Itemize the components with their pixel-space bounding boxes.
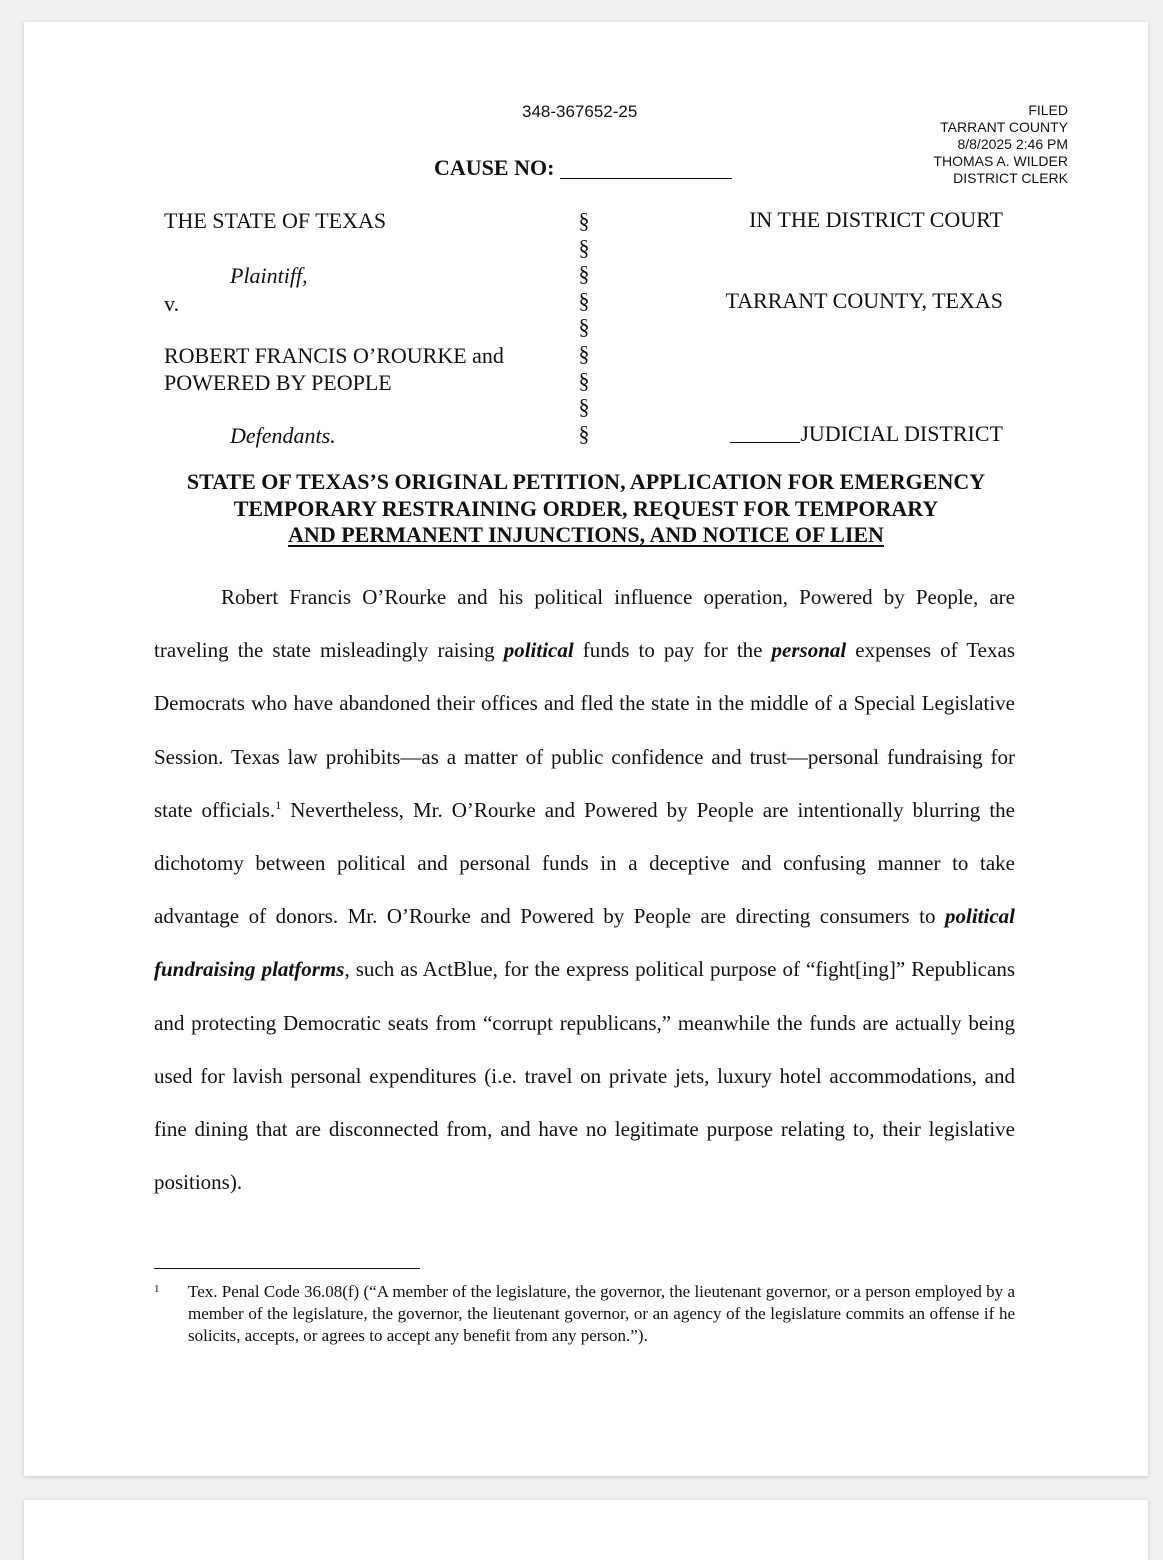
filed-stamp-line: FILED bbox=[1028, 102, 1068, 118]
footnote-text: Tex. Penal Code 36.08(f) (“A member of the legislature, the governor, the lieutenant governor, or a person employed by a member of the legislature, the governor, the lieutenant governor, or an agency of the legislature commits an offense if he solicits, accepts, or agrees to accept any benefit from any person.”). bbox=[188, 1282, 1015, 1345]
section-symbol: § bbox=[578, 208, 590, 233]
filed-stamp-line: DISTRICT CLERK bbox=[953, 170, 1068, 186]
emphasis-platforms: political fundraising platforms bbox=[154, 904, 1015, 982]
footnote-reference[interactable]: 1 bbox=[275, 797, 282, 812]
section-symbol: § bbox=[578, 420, 590, 446]
case-number: 348-367652-25 bbox=[522, 102, 638, 121]
section-symbol: § bbox=[578, 340, 590, 366]
versus-label: v. bbox=[164, 291, 180, 316]
body-text: Robert Francis O’Rourke and his political influence operation, Powered by People, are traveling the state misleadingly raising bbox=[154, 585, 1015, 663]
filed-stamp-line: THOMAS A. WILDER bbox=[933, 153, 1068, 169]
document-title-line2: TEMPORARY RESTRAINING ORDER, REQUEST FOR TEMPORARY bbox=[233, 495, 939, 521]
next-page-preview bbox=[24, 1500, 1148, 1560]
court-county: TARRANT COUNTY, TEXAS bbox=[725, 288, 1003, 313]
document-title-line3: AND PERMANENT INJUNCTIONS, AND NOTICE OF LIEN bbox=[288, 522, 884, 547]
cause-number-label: CAUSE NO: bbox=[434, 155, 555, 180]
section-symbol: § bbox=[578, 314, 590, 340]
body-paragraph bbox=[154, 571, 1015, 1209]
document-title bbox=[24, 469, 1148, 549]
body-text: expenses of Texas Democrats who have abandoned their offices and fled the state in the middle of a Special Legislative Session. Texas law prohibits—as a matter of public confidence and trust—personal fundraising for state officials. bbox=[154, 638, 1015, 822]
body-text: Nevertheless, Mr. O’Rourke and Powered by People are intentionally blurring the dichotomy between political and personal funds in a deceptive and confusing manner to take advantage of donors. Mr. O’Rourke and Powered by People are directing consumers to bbox=[154, 797, 1015, 929]
footnote-divider bbox=[154, 1268, 420, 1269]
judicial-district-field bbox=[730, 421, 1003, 447]
section-symbol: § bbox=[578, 287, 590, 313]
filed-stamp-line: 8/8/2025 2:46 PM bbox=[957, 136, 1068, 152]
defendant-name-line1: ROBERT FRANCIS O’ROURKE and bbox=[164, 343, 504, 368]
document-title-line1: STATE OF TEXAS’S ORIGINAL PETITION, APPLICATION FOR EMERGENCY bbox=[186, 469, 986, 494]
defendant-role: Defendants. bbox=[230, 423, 336, 448]
body-text: , such as ActBlue, for the express political purpose of “fight[ing]” Republicans and protecting Democratic seats from “corrupt republicans,” meanwhile the funds are actually being used for lavish personal expenditures (i.e. travel on private jets, luxury hotel accommodations, and fine dining that are disconnected from, and have no legitimate purpose relating to, their legislative positions). bbox=[154, 957, 1015, 1195]
emphasis-personal: personal bbox=[771, 638, 847, 663]
filed-stamp bbox=[933, 102, 1068, 187]
plaintiff-name: THE STATE OF TEXAS bbox=[164, 208, 387, 233]
plaintiff-role: Plaintiff, bbox=[230, 263, 308, 288]
document-page bbox=[24, 22, 1148, 1476]
section-symbol: § bbox=[578, 394, 590, 420]
judicial-district-label: JUDICIAL DISTRICT bbox=[800, 421, 1003, 446]
filed-stamp-line: TARRANT COUNTY bbox=[940, 119, 1068, 135]
cause-number-blank bbox=[560, 178, 732, 179]
cause-number-field bbox=[434, 155, 732, 181]
emphasis-political: political bbox=[503, 638, 574, 663]
section-symbol: § bbox=[578, 234, 590, 260]
section-symbol-column bbox=[572, 208, 596, 447]
section-symbol: § bbox=[578, 261, 590, 287]
section-symbol: § bbox=[578, 367, 590, 393]
footnote-number: 1 bbox=[154, 1283, 160, 1295]
body-text: funds to pay for the bbox=[573, 638, 772, 663]
defendant-name-line2: POWERED BY PEOPLE bbox=[164, 370, 392, 395]
judicial-district-blank bbox=[730, 442, 800, 443]
court-name: IN THE DISTRICT COURT bbox=[749, 207, 1003, 232]
